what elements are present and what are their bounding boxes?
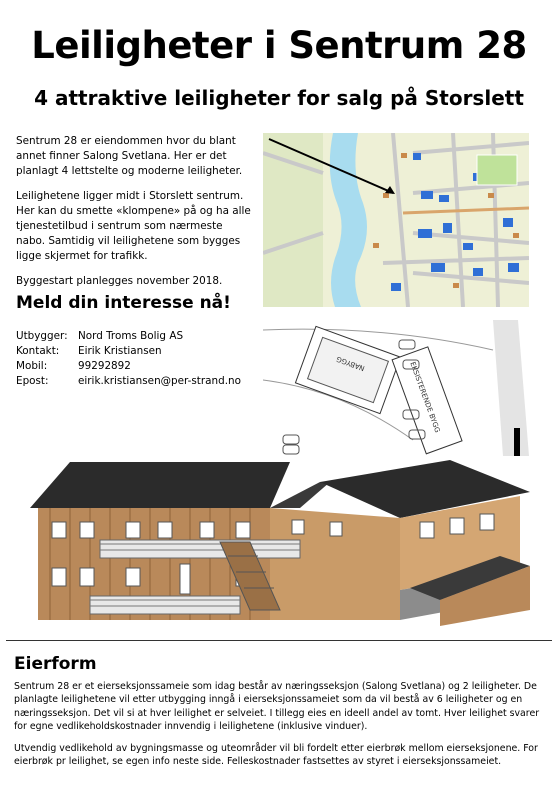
page-subtitle: 4 attraktive leiligheter for salg på Storslett: [34, 86, 524, 110]
contact-label: Epost:: [16, 375, 49, 387]
eierform-paragraph: Sentrum 28 er et eierseksjonssameie som idag består av næringsseksjon (Salong Svetlana) og 2 leiligheter. De planlagte leilighetene vil etter utbygging inngå i eierseksjonssameiet som da vil bestå av 6 leiligheter og en næringsseksjon. Det vil si at hver leilighet er selveiet. I tillegg eies en ideell andel av tomt. Hver leilighet svarer for egne vedlikeholdskostnader innvendig i leilighetene (inklusive vinduer).: [14, 681, 540, 733]
divider-bar: [514, 428, 520, 456]
contact-value: Eirik Kristiansen: [78, 345, 162, 357]
contact-label: Utbygger:: [16, 330, 68, 342]
contact-row: [16, 329, 241, 344]
contact-value: Nord Troms Bolig AS: [78, 330, 184, 342]
existing-building-label: EKSISTERENDE BYGG: [408, 360, 442, 434]
intro-paragraph: Sentrum 28 er eiendommen hvor du blant annet finner Salong Svetlana. Her er det planlagt 4 lettstelte og moderne leiligheter.: [16, 135, 243, 177]
contact-label: Mobil:: [16, 360, 48, 372]
contact-value: 99292892: [78, 360, 131, 372]
eierform-heading: Eierform: [14, 654, 97, 674]
location-map: [263, 133, 529, 307]
contact-list: [16, 329, 241, 389]
page-title: Leiligheter i Sentrum 28: [31, 24, 527, 67]
building-illustration: [30, 460, 530, 628]
eierform-paragraph: Utvendig vedlikehold av bygningsmasse og uteområder vil bli fordelt etter eierbrøk mellom eierseksjonene. For eierbrøk pr leilighet, se egen info neste side. Felleskostnader fastsettes av styret i eierseksjonssameiet.: [14, 742, 538, 768]
intro-text: [16, 134, 254, 299]
intro-paragraph: Leilighetene ligger midt i Storslett sentrum. Her kan du smette «klompene» på og ha alle tjenestetilbud i sentrum som nærmeste nabo. Samtidig vil leilighetene som bygges ligge skjermet for trafikk.: [16, 190, 251, 262]
site-plan: [263, 320, 529, 456]
email-link[interactable]: eirik.kristiansen@per-strand.no: [78, 375, 241, 387]
contact-row: [16, 374, 241, 389]
section-divider: [6, 640, 552, 641]
contact-label: Kontakt:: [16, 345, 60, 357]
eierform-text: [14, 680, 544, 776]
interest-heading: Meld din interesse nå!: [16, 293, 231, 313]
contact-row: [16, 344, 241, 359]
intro-paragraph: Byggestart planlegges november 2018.: [16, 275, 223, 287]
new-building-label: NABYGG: [335, 354, 366, 373]
contact-row: [16, 359, 241, 374]
